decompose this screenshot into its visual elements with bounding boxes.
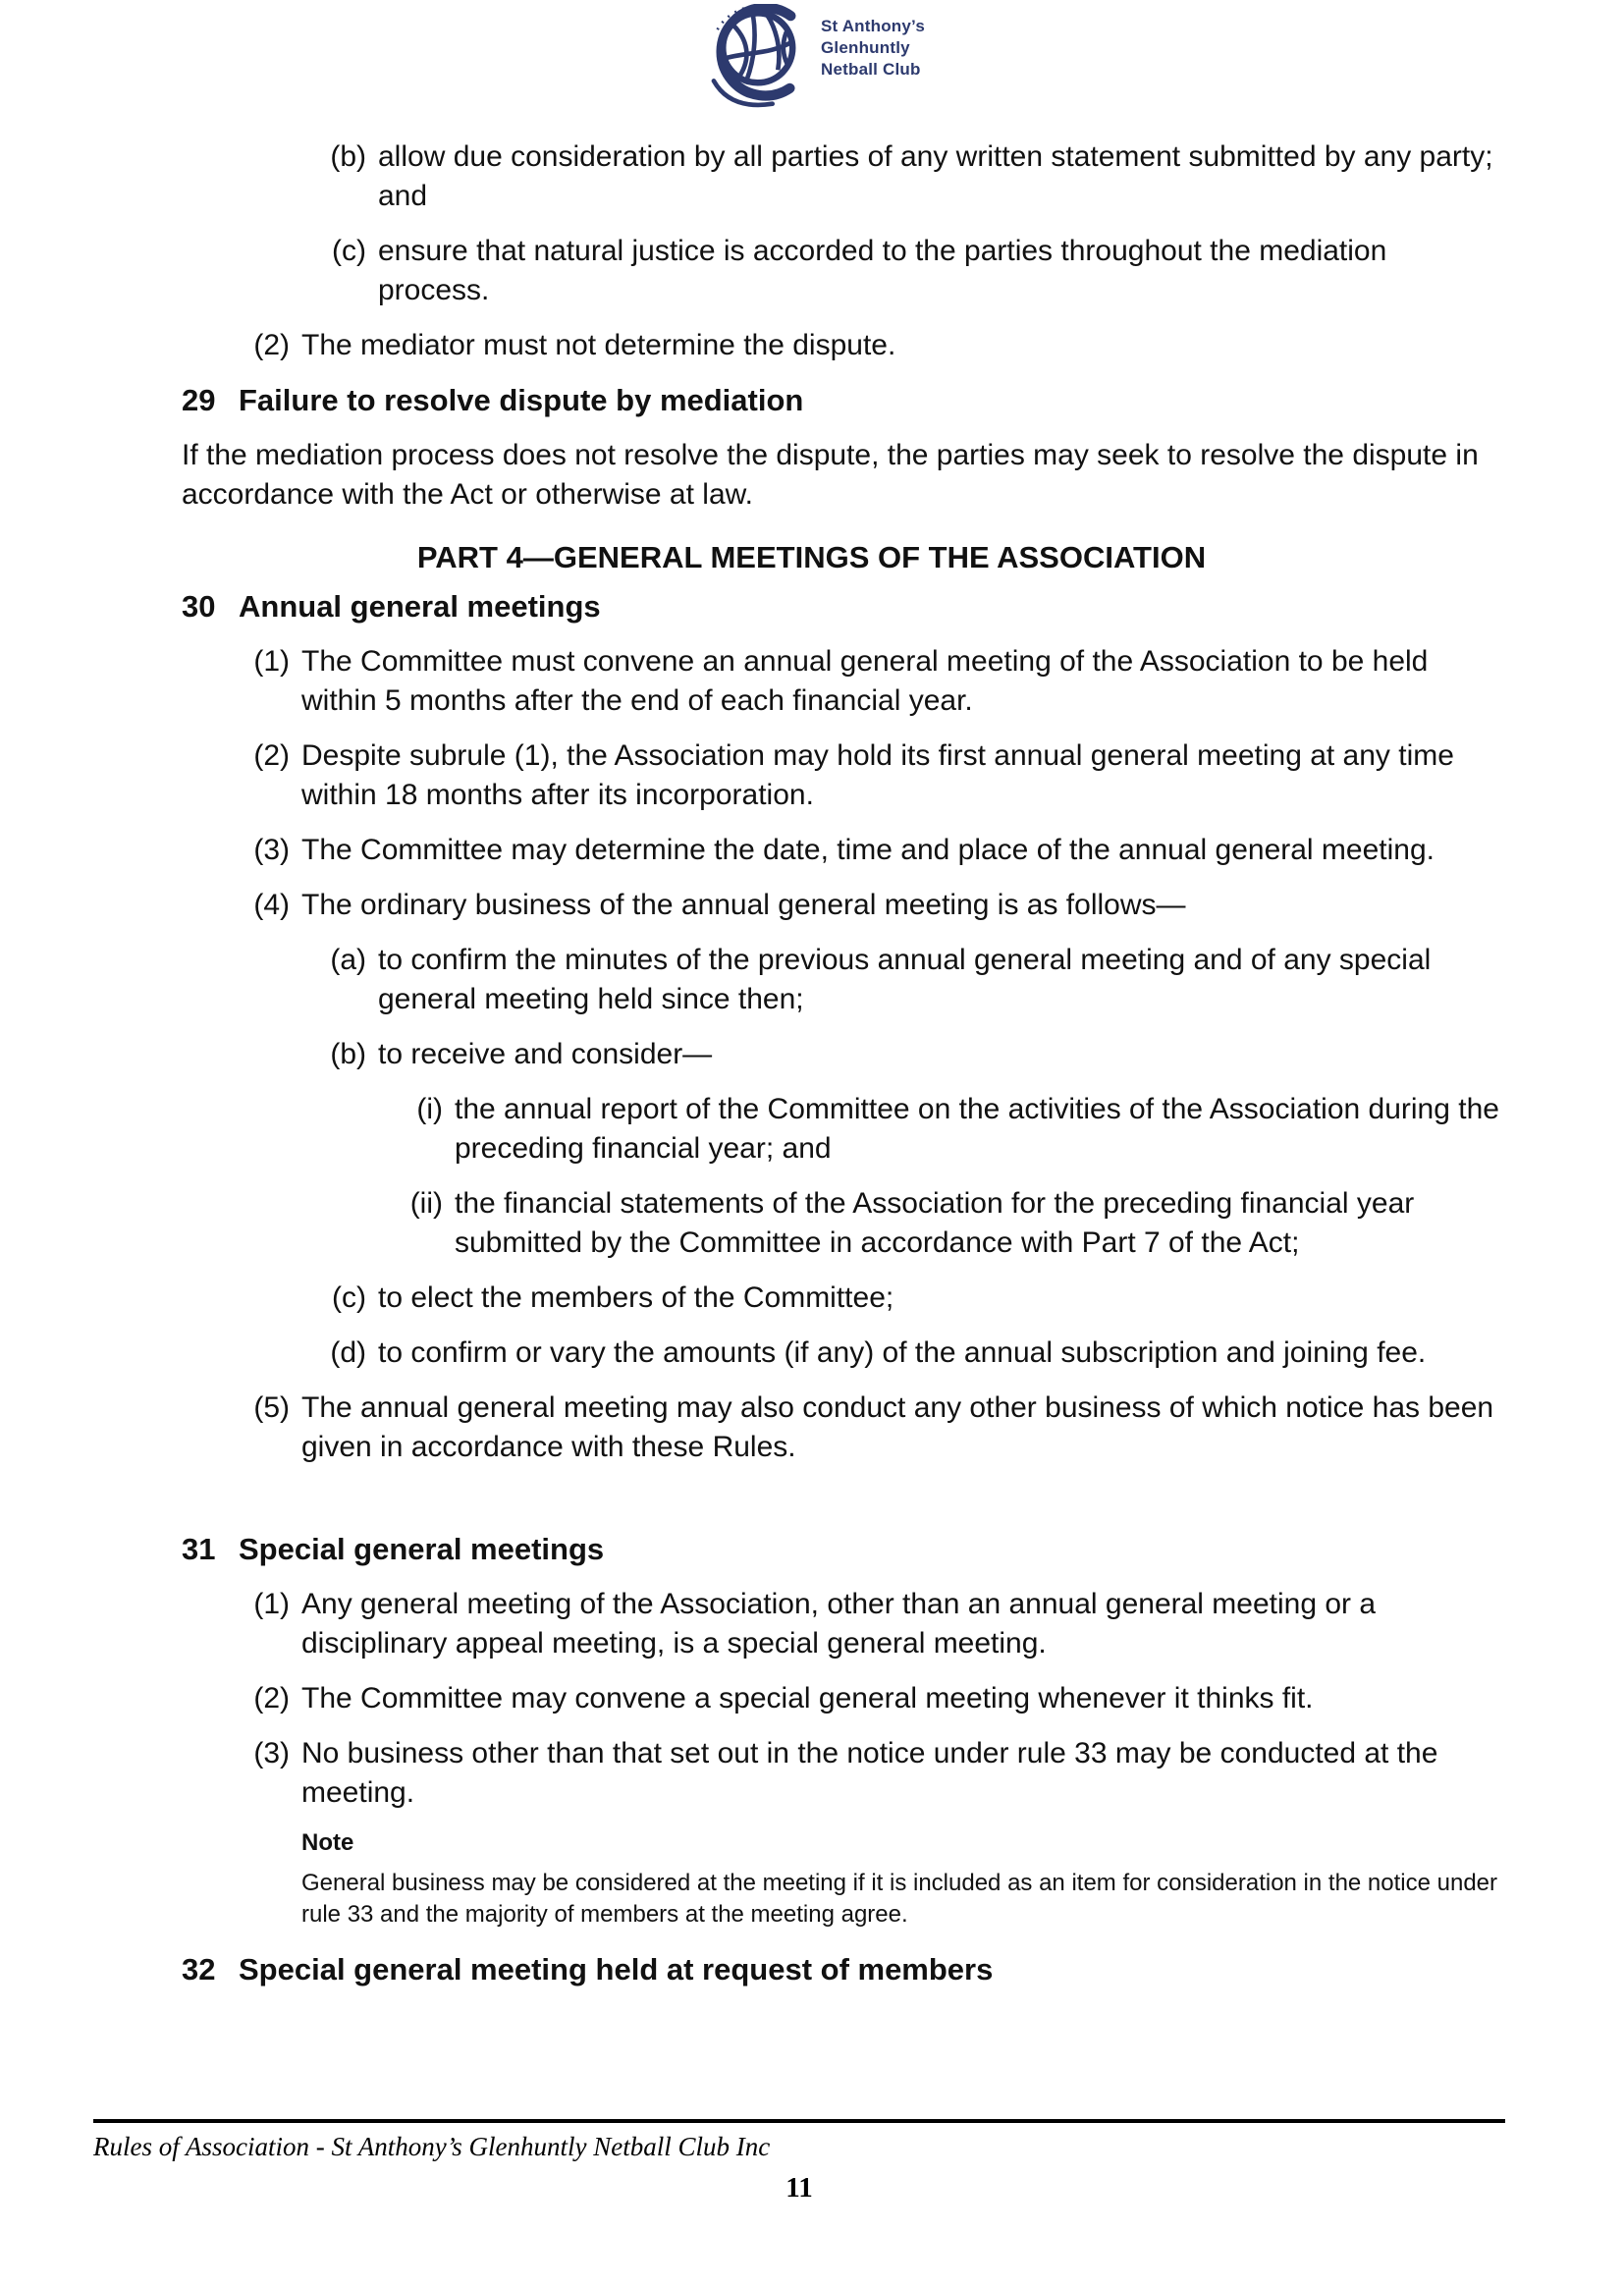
rule-heading — [182, 381, 1502, 420]
page-number: 11 — [785, 2172, 813, 2204]
list-item — [182, 941, 1502, 1019]
page-header — [0, 0, 1624, 114]
rule-number: 29 — [182, 383, 216, 417]
club-name-line3: Netball Club — [821, 60, 921, 79]
part-heading: PART 4—GENERAL MEETINGS OF THE ASSOCIATION — [416, 540, 1207, 574]
list-text: allow due consideration by all parties of any written statement submitted by any party; and — [378, 140, 1493, 212]
list-marker: (c) — [332, 1281, 366, 1314]
list-marker: (d) — [330, 1336, 366, 1369]
list-marker: (1) — [253, 645, 290, 678]
list-text: No business other than that set out in the notice under rule 33 may be conducted at the meeting. — [301, 1737, 1438, 1809]
list-marker: (4) — [253, 889, 290, 921]
list-marker: (b) — [330, 1038, 366, 1070]
list-item — [182, 886, 1502, 925]
list-item — [182, 736, 1502, 815]
list-marker: (3) — [253, 834, 290, 866]
list-text: the financial statements of the Association for the preceding financial year submitted by the Committee in accordance with Part 7 of the Act; — [455, 1187, 1415, 1259]
list-text: Any general meeting of the Association, other than an annual general meeting or a disciplinary appeal meeting, is a special general meeting. — [301, 1588, 1377, 1660]
list-text: The ordinary business of the annual general meeting is as follows— — [301, 889, 1186, 921]
document-body — [0, 114, 1624, 1989]
list-marker: (3) — [253, 1737, 290, 1769]
list-item — [182, 1734, 1502, 1813]
list-text: Despite subrule (1), the Association may hold its first annual general meeting at any time within 18 months after its incorporation. — [301, 739, 1454, 811]
rule-number: 31 — [182, 1532, 216, 1566]
rule-heading — [182, 1530, 1502, 1569]
rule-number: 32 — [182, 1952, 216, 1987]
footer-divider — [93, 2119, 1505, 2123]
club-name — [821, 4, 925, 81]
list-marker: (c) — [332, 235, 366, 267]
list-item — [182, 1585, 1502, 1663]
list-item — [182, 1279, 1502, 1318]
note-label: Note — [301, 1829, 354, 1856]
list-text: to confirm or vary the amounts (if any) of the annual subscription and joining fee. — [378, 1336, 1427, 1369]
list-marker: (2) — [253, 329, 290, 361]
list-text: to receive and consider— — [378, 1038, 713, 1070]
list-text: the annual report of the Committee on the activities of the Association during the preceding financial year; and — [455, 1093, 1499, 1165]
list-text: The Committee may convene a special general meeting whenever it thinks fit. — [301, 1682, 1314, 1714]
list-text: ensure that natural justice is accorded to the parties throughout the mediation process. — [378, 235, 1387, 306]
list-item — [182, 1679, 1502, 1718]
club-name-line2: Glenhuntly — [821, 38, 910, 57]
list-text: The mediator must not determine the dispute. — [301, 329, 896, 361]
page-footer — [93, 2119, 1505, 2204]
paragraph: If the mediation process does not resolve the dispute, the parties may seek to resolve the dispute in accordance with the Act or otherwise at law. — [182, 439, 1479, 511]
rule-title: Annual general meetings — [239, 589, 601, 624]
footer-title: Rules of Association - St Anthony’s Glenhuntly Netball Club Inc — [93, 2132, 771, 2161]
list-marker: (1) — [253, 1588, 290, 1620]
list-text: to elect the members of the Committee; — [378, 1281, 894, 1314]
list-text: to confirm the minutes of the previous annual general meeting and of any special general meeting held since then; — [378, 944, 1432, 1015]
note-text: General business may be considered at the meeting if it is included as an item for consideration in the notice under rule 33 and the majority of members at the meeting agree. — [301, 1870, 1498, 1928]
list-item — [182, 1388, 1502, 1467]
list-marker: (b) — [330, 140, 366, 173]
rule-title: Failure to resolve dispute by mediation — [239, 383, 804, 417]
list-text: The Committee may determine the date, time and place of the annual general meeting. — [301, 834, 1435, 866]
club-logo — [699, 4, 925, 114]
list-marker: (2) — [253, 1682, 290, 1714]
list-item — [182, 326, 1502, 365]
list-item — [182, 232, 1502, 310]
list-item — [182, 1334, 1502, 1373]
club-name-line1: St Anthony’s — [821, 17, 925, 35]
netball-icon — [699, 4, 809, 114]
list-marker: (i) — [416, 1093, 443, 1125]
rule-title: Special general meetings — [239, 1532, 605, 1566]
rule-number: 30 — [182, 589, 216, 624]
list-text: The annual general meeting may also conduct any other business of which notice has been given in accordance with these Rules. — [301, 1391, 1494, 1463]
list-marker: (5) — [253, 1391, 290, 1424]
rule-heading — [182, 587, 1502, 626]
list-text: The Committee must convene an annual general meeting of the Association to be held within 5 months after the end of each financial year. — [301, 645, 1429, 717]
list-marker: (ii) — [409, 1187, 443, 1220]
list-item — [182, 831, 1502, 870]
list-item — [182, 1090, 1502, 1169]
list-item — [182, 1184, 1502, 1263]
list-item — [182, 137, 1502, 216]
list-marker: (2) — [253, 739, 290, 772]
list-marker: (a) — [330, 944, 366, 976]
list-item — [182, 642, 1502, 721]
rule-heading — [182, 1950, 1502, 1989]
list-item — [182, 1035, 1502, 1074]
rule-title: Special general meeting held at request of members — [239, 1952, 994, 1987]
